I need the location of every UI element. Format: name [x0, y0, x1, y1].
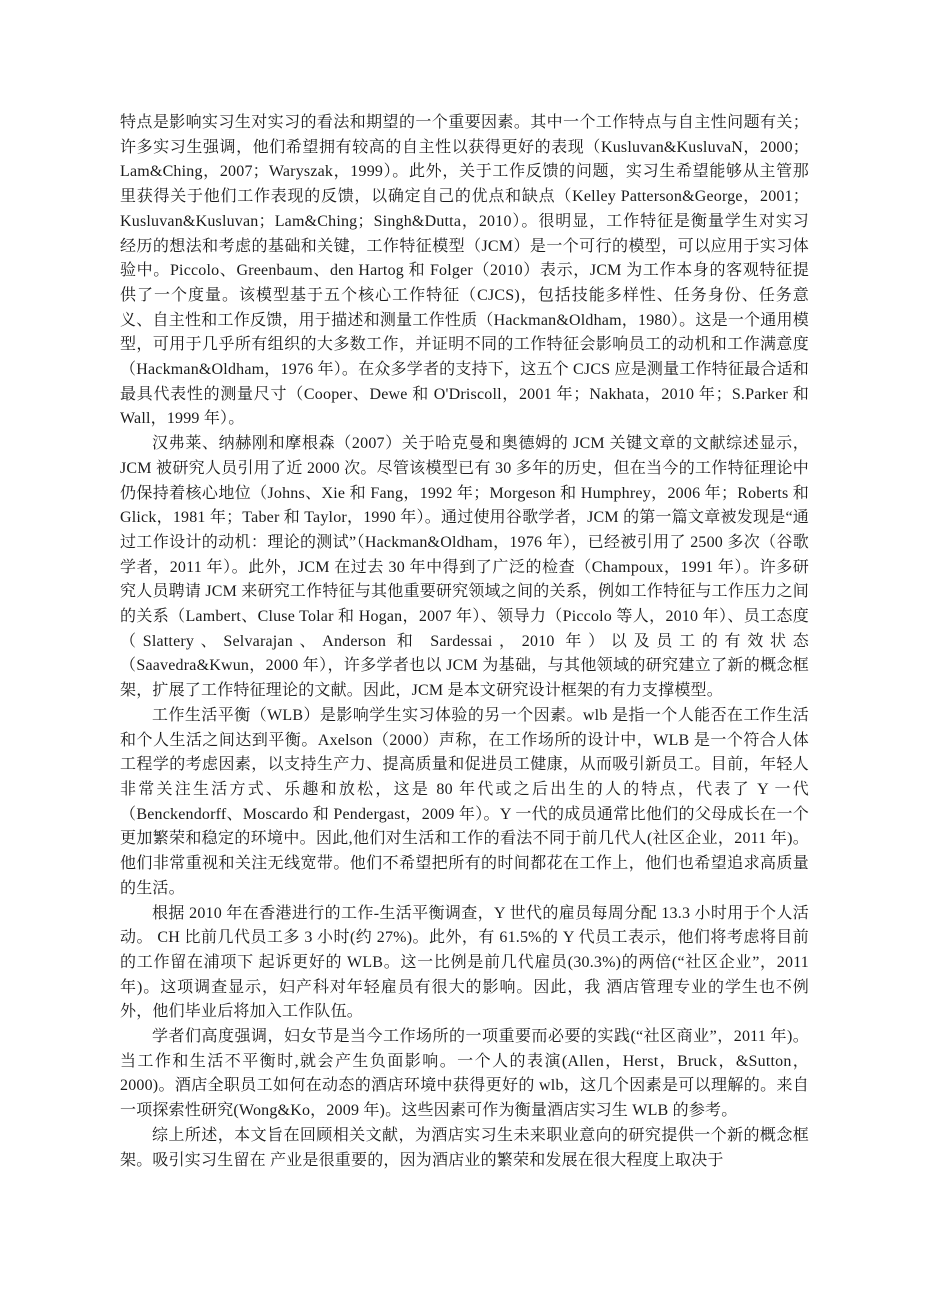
document-text-block: [120, 111, 809, 1173]
paragraph-2: 汉弗莱、纳赫刚和摩根森（2007）关于哈克曼和奥德姆的 JCM 关键文章的文献综述显示，JCM 被研究人员引用了近 2000 次。尽管该模型已有 30 多年的历史，但在当今的工作特征理论中仍保持着核心地位（Johns、Xie 和 Fang，1992 年；Morgeson 和 Humphrey，2006 年；Roberts 和 Glick，1981 年；Taber 和 Taylor，1990 年）。通过使用谷歌学者，JCM 的第一篇文章被发现是“通过工作设计的动机：理论的测试”（Hackman&Oldham，1976 年），已经被引用了 2500 多次（谷歌学者，2011 年）。此外，JCM 在过去 30 年中得到了广泛的检查（Champoux，1991 年）。许多研究人员聘请 JCM 来研究工作特征与其他重要研究领域之间的关系，例如工作特征与工作压力之间的关系（Lambert、Cluse Tolar 和 Hogan，2007 年）、领导力（Piccolo 等人，2010 年）、员工态度（Slattery、Selvarajan、Anderson 和 Sardessai，2010 年）以及员工的有效状态（Saavedra&Kwun，2000 年），许多学者也以 JCM 为基础，与其他领域的研究建立了新的概念框架，扩展了工作特征理论的文献。因此，JCM 是本文研究设计框架的有力支撑模型。: [120, 435, 809, 700]
paragraph-5: 学者们高度强调，妇女节是当今工作场所的一项重要而必要的实践(“社区商业”，2011 年)。当工作和生活不平衡时,就会产生负面影响。一个人的表演(Allen，Herst，Bruck，&Sutton，2000)。酒店全职员工如何在动态的酒店环境中获得更好的 wlb，这几个因素是可以理解的。来自一项探索性研究(Wong&Ko，2009 年)。这些因素可作为衡量酒店实习生 WLB 的参考。: [120, 1028, 809, 1120]
paragraph-3: 工作生活平衡（WLB）是影响学生实习体验的另一个因素。wlb 是指一个人能否在工作生活和个人生活之间达到平衡。Axelson（2000）声称，在工作场所的设计中，WLB 是一个符合人体工程学的考虑因素，以支持生产力、提高质量和促进员工健康，从而吸引新员工。目前，年轻人非常关注生活方式、乐趣和放松，这是 80 年代或之后出生的人的特点，代表了 Y 一代（Benckendorff、Moscardo 和 Pendergast，2009 年）。Y 一代的成员通常比他们的父母成长在一个更加繁荣和稳定的环境中。因此,他们对生活和工作的看法不同于前几代人(社区企业，2011 年)。他们非常重视和关注无线宽带。他们不希望把所有的时间都花在工作上，他们也希望追求高质量的生活。: [120, 706, 809, 897]
paragraph-6: 综上所述，本文旨在回顾相关文献，为酒店实习生未来职业意向的研究提供一个新的概念框架。吸引实习生留在 产业是很重要的，因为酒店业的繁荣和发展在很大程度上取决于: [120, 1126, 809, 1169]
paragraph-4: 根据 2010 年在香港进行的工作-生活平衡调查，Y 世代的雇员每周分配 13.3 小时用于个人活动。 CH 比前几代员工多 3 小时(约 27%)。此外，有 61.5%的 Y 代员工表示，他们将考虑将目前的工作留在浦项下 起诉更好的 WLB。这一比例是前几代雇员(30.3%)的两倍(“社区企业”，2011 年)。这项调查显示，妇产科对年轻雇员有很大的影响。因此，我 酒店管理专业的学生也不例外，他们毕业后将加入工作队伍。: [120, 904, 809, 1021]
paragraph-1: 特点是影响实习生对实习的看法和期望的一个重要因素。其中一个工作特点与自主性问题有关；许多实习生强调，他们希望拥有较高的自主性以获得更好的表现（Kusluvan&KusluvaN，2000；Lam&Ching，2007；Waryszak，1999）。此外，关于工作反馈的问题，实习生希望能够从主管那里获得关于他们工作表现的反馈，以确定自己的优点和缺点（Kelley Patterson&George，2001；Kusluvan&Kusluvan；Lam&Ching；Singh&Dutta，2010）。很明显，工作特征是衡量学生对实习经历的想法和考虑的基础和关键，工作特征模型（JCM）是一个可行的模型，可以应用于实习体验中。Piccolo、Greenbaum、den Hartog 和 Folger（2010）表示，JCM 为工作本身的客观特征提供了一个度量。该模型基于五个核心工作特征（CJCS)，包括技能多样性、任务身份、任务意义、自主性和工作反馈，用于描述和测量工作性质（Hackman&Oldham，1980）。这是一个通用模型，可用于几乎所有组织的大多数工作，并证明不同的工作特征会影响员工的动机和工作满意度（Hackman&Oldham，1976 年）。在众多学者的支持下，这五个 CJCS 应是测量工作特征最合适和最具代表性的测量尺寸（Cooper、Dewe 和 O'Driscoll，2001 年；Nakhata，2010 年；S.Parker 和 Wall，1999 年）。: [120, 114, 809, 428]
